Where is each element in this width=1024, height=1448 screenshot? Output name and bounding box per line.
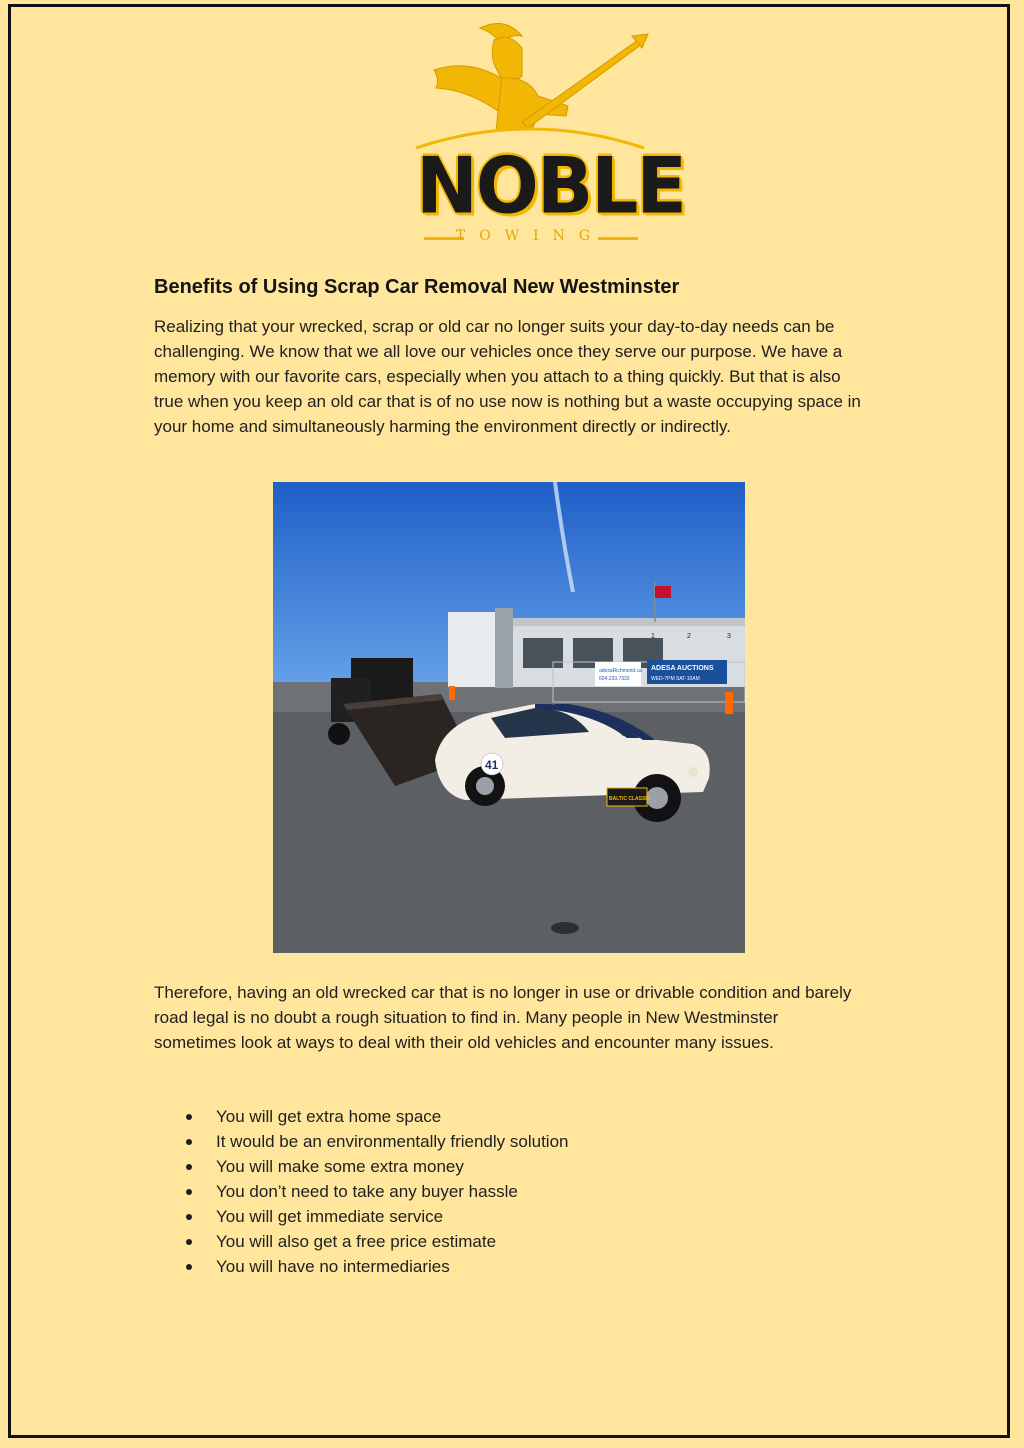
list-item: You will have no intermediaries <box>154 1254 854 1279</box>
intro-paragraph: Realizing that your wrecked, scrap or old car no longer suits your day-to-day needs can be challenging. We know that we all love our vehicles once they serve our purpose. We have a memory with our favorite cars, especially when you attach to a thing quickly. But that is also true when you keep an old car that is of no use now is nothing but a waste occupying space in your home and simultaneously harming the environment directly or indirectly. <box>154 317 861 436</box>
list-item: You will get extra home space <box>154 1104 854 1129</box>
building-number: 1 <box>651 633 655 640</box>
building-number: 3 <box>727 633 731 640</box>
list-item: You don’t need to take any buyer hassle <box>154 1179 854 1204</box>
sign-phone: 604.233.7333 <box>599 676 630 682</box>
sign-title: ADESA AUCTIONS <box>651 665 714 672</box>
article-heading: Benefits of Using Scrap Car Removal New Westminster <box>154 276 680 298</box>
body-paragraph: Therefore, having an old wrecked car that is no longer in use or drivable condition and barely road legal is no doubt a rough situation to find in. Many people in New Westminster sometimes look at ways to deal with their old vehicles and encounter many issues. <box>154 983 852 1052</box>
benefits-list <box>154 1104 854 1279</box>
logo-subtitle: TOWING <box>455 228 605 244</box>
list-item: You will make some extra money <box>154 1154 854 1179</box>
car-plate: BALTIC CLASSIC <box>609 796 651 802</box>
sign-site: adesaRichmond.ca <box>599 668 642 674</box>
car-number: 41 <box>485 758 499 772</box>
tow-truck-photo <box>273 482 745 953</box>
building-number: 2 <box>687 633 691 640</box>
warrior-emblem-icon <box>434 24 648 131</box>
list-item: It would be an environmentally friendly solution <box>154 1129 854 1154</box>
logo-wordmark: NOBLE <box>416 140 685 232</box>
list-item: You will get immediate service <box>154 1204 854 1229</box>
list-item: You will also get a free price estimate <box>154 1229 854 1254</box>
sign-hours: WED-7PM SAT-10AM <box>651 676 700 682</box>
